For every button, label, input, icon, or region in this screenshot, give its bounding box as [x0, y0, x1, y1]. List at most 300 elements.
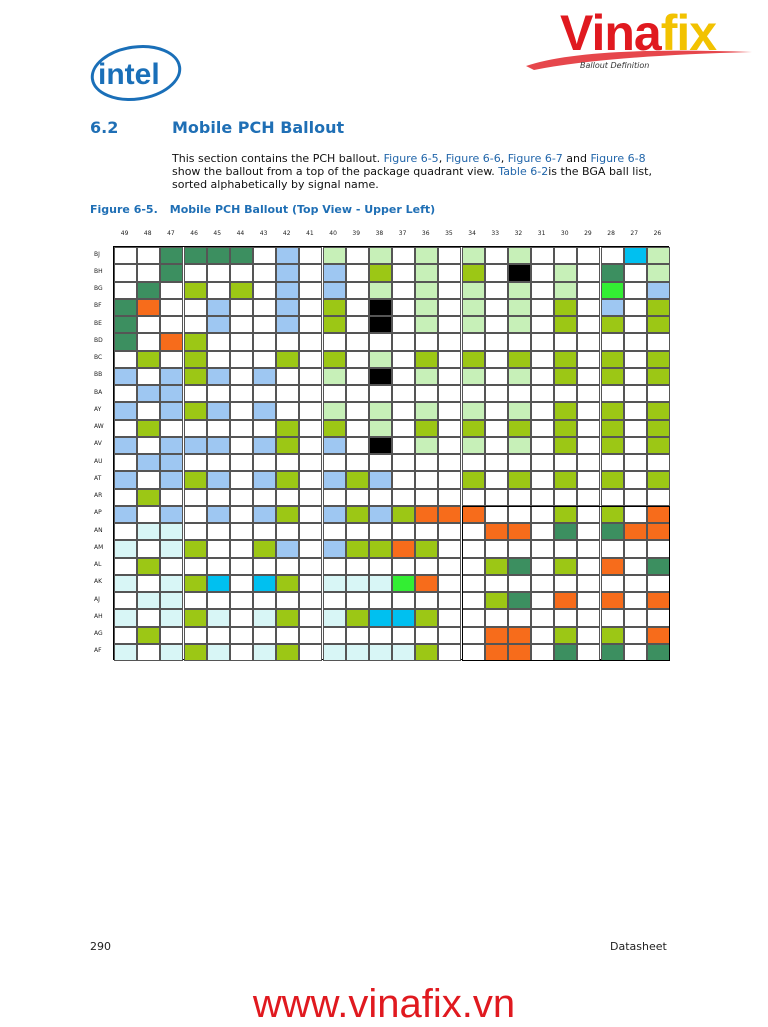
ball-cell — [253, 523, 276, 540]
row-header: AU — [94, 457, 103, 465]
ball-cell — [624, 351, 647, 368]
row-header: AY — [94, 405, 102, 413]
ball-cell — [230, 282, 253, 299]
ball-cell — [369, 471, 392, 488]
ball-cell — [253, 592, 276, 609]
ball-cell — [207, 385, 230, 402]
row-header: AV — [94, 440, 102, 448]
ball-cell — [184, 282, 207, 299]
ball-cell — [160, 558, 183, 575]
ball-cell — [554, 402, 577, 419]
ball-cell — [438, 489, 461, 506]
ball-cell — [577, 247, 600, 264]
ball-cell — [647, 489, 670, 506]
ball-cell — [276, 558, 299, 575]
ball-cell — [485, 282, 508, 299]
ball-cell — [462, 368, 485, 385]
intro-text: is the BGA ball list, sorted alphabetically by signal name. — [172, 165, 652, 191]
ball-cell — [577, 402, 600, 419]
ball-cell — [276, 575, 299, 592]
ball-cell — [554, 368, 577, 385]
ball-cell — [438, 351, 461, 368]
figure-6-6-link[interactable]: Figure 6-6 — [445, 152, 501, 165]
ball-cell — [438, 592, 461, 609]
column-header: 49 — [120, 230, 129, 237]
ball-cell — [114, 575, 137, 592]
ball-cell — [299, 299, 322, 316]
ball-cell — [601, 420, 624, 437]
ball-cell — [207, 523, 230, 540]
ball-cell — [230, 437, 253, 454]
ball-cell — [114, 264, 137, 281]
ball-cell — [230, 609, 253, 626]
ball-cell — [160, 351, 183, 368]
ball-cell — [601, 351, 624, 368]
ball-cell — [160, 299, 183, 316]
ball-cell — [485, 437, 508, 454]
ball-cell — [392, 420, 415, 437]
ball-cell — [184, 506, 207, 523]
column-header: 31 — [537, 230, 546, 237]
ball-cell — [253, 333, 276, 350]
ball-cell — [415, 540, 438, 557]
ball-cell — [415, 575, 438, 592]
ball-cell — [647, 333, 670, 350]
ball-cell — [114, 592, 137, 609]
ball-cell — [508, 247, 531, 264]
column-header: 35 — [445, 230, 453, 237]
ball-cell — [438, 644, 461, 661]
ball-cell — [114, 523, 137, 540]
figure-6-8-link[interactable]: Figure 6-8 — [590, 152, 646, 165]
ball-cell — [276, 437, 299, 454]
ball-cell — [346, 575, 369, 592]
ball-cell — [346, 264, 369, 281]
ball-cell — [230, 575, 253, 592]
ball-cell — [346, 351, 369, 368]
ball-cell — [184, 471, 207, 488]
ball-cell — [392, 592, 415, 609]
column-header: 33 — [491, 230, 500, 237]
ball-cell — [369, 489, 392, 506]
ball-cell — [392, 402, 415, 419]
ball-cell — [323, 333, 346, 350]
figure-title: Mobile PCH Ballout (Top View - Upper Left) — [169, 203, 436, 216]
ball-cell — [392, 351, 415, 368]
row-header: BC — [94, 354, 103, 362]
ball-cell — [299, 385, 322, 402]
ball-cell — [323, 540, 346, 557]
ball-cell — [253, 609, 276, 626]
ball-cell — [485, 402, 508, 419]
quadrant-boundary — [462, 506, 671, 661]
row-header: BH — [94, 267, 103, 275]
ball-cell — [624, 471, 647, 488]
ball-cell — [369, 558, 392, 575]
row-header: BF — [94, 302, 102, 310]
ball-cell — [299, 627, 322, 644]
figure-6-5-link[interactable]: Figure 6-5 — [383, 152, 439, 165]
ball-cell — [624, 368, 647, 385]
ball-cell — [415, 282, 438, 299]
ball-cell — [508, 420, 531, 437]
ball-cell — [647, 316, 670, 333]
ball-cell — [369, 282, 392, 299]
intro-separator: , — [500, 152, 508, 165]
ball-cell — [114, 609, 137, 626]
ball-cell — [438, 437, 461, 454]
ball-cell — [114, 644, 137, 661]
ball-cell — [346, 540, 369, 557]
ball-cell — [554, 471, 577, 488]
ball-cell — [369, 627, 392, 644]
ball-cell — [114, 247, 137, 264]
row-header: AJ — [94, 595, 100, 603]
section-title: Mobile PCH Ballout — [172, 118, 345, 137]
row-header: AM — [94, 543, 104, 551]
ball-cell — [253, 420, 276, 437]
ball-cell — [531, 264, 554, 281]
ball-cell — [508, 437, 531, 454]
ball-cell — [438, 385, 461, 402]
ball-cell — [276, 644, 299, 661]
ball-cell — [253, 471, 276, 488]
ball-cell — [299, 489, 322, 506]
ball-cell — [323, 471, 346, 488]
ball-cell — [577, 454, 600, 471]
column-header: 42 — [282, 230, 291, 237]
ball-cell — [207, 437, 230, 454]
ball-cell — [508, 454, 531, 471]
ball-cell — [184, 523, 207, 540]
ball-cell — [392, 333, 415, 350]
ball-cell — [323, 575, 346, 592]
ball-cell — [160, 471, 183, 488]
ball-cell — [253, 385, 276, 402]
ball-cell — [230, 333, 253, 350]
ball-cell — [253, 506, 276, 523]
ball-cell — [369, 402, 392, 419]
ball-cell — [276, 385, 299, 402]
ball-cell — [160, 575, 183, 592]
ball-cell — [531, 282, 554, 299]
ball-cell — [230, 644, 253, 661]
ball-cell — [253, 282, 276, 299]
ball-cell — [137, 489, 160, 506]
ball-cell — [438, 506, 461, 523]
ball-cell — [184, 333, 207, 350]
ball-cell — [114, 471, 137, 488]
column-header: 37 — [398, 230, 407, 237]
ball-cell — [624, 402, 647, 419]
intro-separator: , — [438, 152, 446, 165]
intro-text: and — [562, 152, 591, 165]
ball-cell — [531, 247, 554, 264]
ball-cell — [438, 609, 461, 626]
ball-cell — [137, 627, 160, 644]
ball-cell — [299, 402, 322, 419]
ball-cell — [207, 489, 230, 506]
ball-cell — [392, 506, 415, 523]
ball-cell — [531, 489, 554, 506]
ball-cell — [323, 247, 346, 264]
row-header: BG — [94, 285, 103, 293]
ball-cell — [392, 489, 415, 506]
ball-cell — [346, 316, 369, 333]
ball-cell — [392, 609, 415, 626]
ball-cell — [184, 644, 207, 661]
ball-cell — [207, 592, 230, 609]
ball-cell — [438, 402, 461, 419]
column-header: 38 — [375, 230, 384, 237]
column-header: 44 — [236, 230, 245, 237]
ball-cell — [184, 247, 207, 264]
ball-cell — [508, 299, 531, 316]
ball-cell — [137, 454, 160, 471]
ball-cell — [462, 282, 485, 299]
ball-cell — [207, 575, 230, 592]
ball-cell — [438, 299, 461, 316]
ball-cell — [438, 282, 461, 299]
ball-cell — [369, 644, 392, 661]
ball-cell — [485, 489, 508, 506]
ball-cell — [276, 420, 299, 437]
ball-cell — [137, 471, 160, 488]
ball-cell — [323, 402, 346, 419]
ball-cell — [114, 437, 137, 454]
ball-cell — [346, 368, 369, 385]
ball-cell — [323, 385, 346, 402]
watermark-url: www.vinafix.vn — [252, 982, 516, 1026]
ball-cell — [160, 385, 183, 402]
ball-cell — [253, 316, 276, 333]
ball-cell — [137, 540, 160, 557]
ball-cell — [624, 454, 647, 471]
ball-cell — [323, 368, 346, 385]
ball-cell — [415, 420, 438, 437]
ball-cell — [207, 558, 230, 575]
ball-cell — [137, 385, 160, 402]
ball-cell — [554, 264, 577, 281]
ball-cell — [647, 351, 670, 368]
ball-cell — [369, 540, 392, 557]
ball-cell — [114, 299, 137, 316]
ball-cell — [114, 402, 137, 419]
figure-6-7-link[interactable]: Figure 6-7 — [507, 152, 563, 165]
vinafix-subtitle: Ballout Definition — [580, 61, 650, 70]
ball-cell — [508, 351, 531, 368]
ball-cell — [160, 316, 183, 333]
ball-cell — [462, 385, 485, 402]
ball-cell — [485, 264, 508, 281]
ball-cell — [160, 247, 183, 264]
ball-cell — [392, 368, 415, 385]
ball-cell — [137, 575, 160, 592]
column-header: 47 — [167, 230, 175, 237]
ball-cell — [276, 299, 299, 316]
ball-cell — [369, 368, 392, 385]
ball-cell — [531, 402, 554, 419]
ball-cell — [415, 437, 438, 454]
ball-cell — [137, 558, 160, 575]
ball-cell — [253, 437, 276, 454]
ball-cell — [299, 247, 322, 264]
ball-cell — [415, 351, 438, 368]
ball-cell — [415, 368, 438, 385]
ball-cell — [276, 471, 299, 488]
intro-text: show the ballout from a top of the package quadrant view. — [172, 165, 499, 178]
ball-cell — [114, 627, 137, 644]
ball-cell — [577, 282, 600, 299]
ball-cell — [230, 351, 253, 368]
ball-cell — [114, 282, 137, 299]
ball-cell — [137, 282, 160, 299]
column-header: 28 — [607, 230, 615, 237]
ball-cell — [462, 402, 485, 419]
ball-cell — [299, 592, 322, 609]
ball-cell — [253, 540, 276, 557]
ball-cell — [299, 282, 322, 299]
column-header: 29 — [584, 230, 592, 237]
ball-cell — [299, 644, 322, 661]
ball-cell — [323, 264, 346, 281]
ball-cell — [554, 333, 577, 350]
ball-cell — [253, 264, 276, 281]
ball-cell — [462, 454, 485, 471]
ball-cell — [160, 454, 183, 471]
ball-cell — [601, 368, 624, 385]
ball-cell — [647, 437, 670, 454]
ball-cell — [647, 420, 670, 437]
ball-cell — [647, 385, 670, 402]
column-header: 30 — [560, 230, 569, 237]
ball-cell — [184, 575, 207, 592]
ball-cell — [462, 471, 485, 488]
ball-cell — [184, 454, 207, 471]
ball-cell — [160, 540, 183, 557]
ball-cell — [577, 471, 600, 488]
ball-cell — [531, 351, 554, 368]
ball-cell — [299, 264, 322, 281]
ball-cell — [438, 264, 461, 281]
ball-cell — [253, 627, 276, 644]
column-header: 41 — [306, 230, 314, 237]
ball-cell — [137, 402, 160, 419]
row-header: AF — [94, 647, 102, 655]
ball-cell — [415, 264, 438, 281]
ball-cell — [601, 437, 624, 454]
ball-cell — [392, 247, 415, 264]
ball-cell — [276, 627, 299, 644]
ball-cell — [323, 454, 346, 471]
ball-cell — [114, 351, 137, 368]
ball-cell — [276, 523, 299, 540]
ball-cell — [323, 489, 346, 506]
ball-cell — [577, 368, 600, 385]
ball-cell — [137, 437, 160, 454]
ball-cell — [438, 368, 461, 385]
intro-text: This section contains the PCH ballout. — [172, 152, 384, 165]
ball-cell — [323, 558, 346, 575]
ball-cell — [415, 592, 438, 609]
ball-cell — [462, 247, 485, 264]
table-6-2-link[interactable]: Table 6-2 — [498, 165, 549, 178]
ball-cell — [160, 420, 183, 437]
ball-cell — [392, 558, 415, 575]
column-header: 26 — [653, 230, 662, 237]
ball-cell — [346, 644, 369, 661]
ball-cell — [647, 368, 670, 385]
ball-cell — [137, 316, 160, 333]
ball-cell — [299, 609, 322, 626]
ball-cell — [438, 558, 461, 575]
ball-cell — [647, 402, 670, 419]
ball-cell — [114, 333, 137, 350]
ball-cell — [160, 489, 183, 506]
ball-cell — [253, 575, 276, 592]
ball-cell — [253, 299, 276, 316]
ball-cell — [184, 489, 207, 506]
ball-cell — [554, 247, 577, 264]
ball-cell — [299, 575, 322, 592]
ball-cell — [369, 437, 392, 454]
ball-cell — [276, 592, 299, 609]
ball-cell — [253, 247, 276, 264]
ball-cell — [253, 644, 276, 661]
section-number: 6.2 — [90, 118, 119, 137]
ball-cell — [230, 506, 253, 523]
ball-cell — [299, 471, 322, 488]
ball-cell — [415, 609, 438, 626]
ball-cell — [624, 489, 647, 506]
ball-cell — [207, 609, 230, 626]
ball-cell — [508, 316, 531, 333]
ball-cell — [114, 420, 137, 437]
ball-cell — [346, 609, 369, 626]
ball-cell — [485, 351, 508, 368]
ball-cell — [299, 558, 322, 575]
ball-cell — [323, 282, 346, 299]
ball-cell — [276, 489, 299, 506]
ball-cell — [230, 627, 253, 644]
ballout-grid — [113, 246, 669, 660]
ball-cell — [601, 489, 624, 506]
ball-cell — [415, 627, 438, 644]
ball-cell — [137, 247, 160, 264]
ball-cell — [392, 627, 415, 644]
ball-cell — [601, 264, 624, 281]
ball-cell — [601, 333, 624, 350]
ball-cell — [230, 299, 253, 316]
ball-cell — [184, 540, 207, 557]
ball-cell — [415, 644, 438, 661]
ball-cell — [276, 540, 299, 557]
ball-cell — [276, 351, 299, 368]
ball-cell — [485, 333, 508, 350]
ball-cell — [299, 540, 322, 557]
row-header: AL — [94, 561, 102, 569]
ball-cell — [160, 627, 183, 644]
ball-cell — [323, 523, 346, 540]
ball-cell — [438, 316, 461, 333]
ball-cell — [346, 523, 369, 540]
ball-cell — [554, 437, 577, 454]
ball-cell — [207, 316, 230, 333]
ball-cell — [369, 299, 392, 316]
ball-cell — [230, 420, 253, 437]
ball-cell — [346, 627, 369, 644]
ball-cell — [462, 351, 485, 368]
